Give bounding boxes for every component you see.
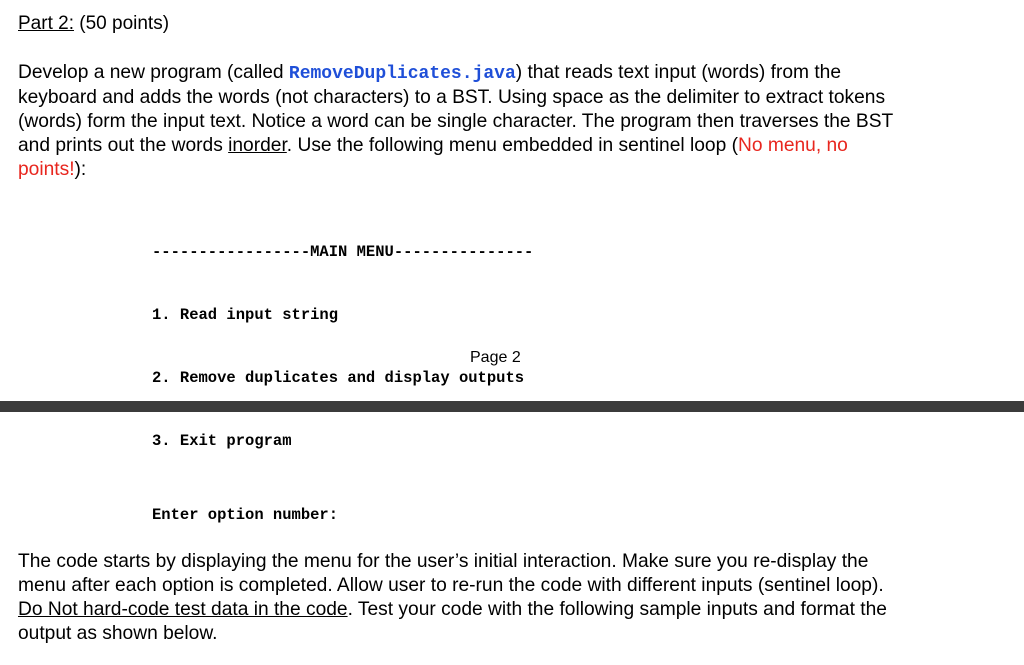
intro-text: . Use the following menu embedded in sentinel loop ( bbox=[286, 135, 738, 156]
menu-item: 1. Read input string bbox=[152, 306, 339, 324]
menu-title: -----------------MAIN MENU--------------- bbox=[152, 243, 534, 261]
intro-line-5 bbox=[18, 158, 893, 182]
intro-text: ): bbox=[74, 159, 87, 180]
inorder-term: inorder bbox=[228, 135, 287, 156]
intro-line-1 bbox=[18, 61, 893, 86]
intro-paragraph bbox=[18, 61, 893, 182]
intro-text: and prints out the words bbox=[18, 135, 229, 156]
warning-text: No menu, no bbox=[737, 135, 848, 156]
points-label: (50 points) bbox=[73, 13, 170, 34]
option-prompt: Enter option number: bbox=[152, 506, 339, 524]
menu-item: 2. Remove duplicates and display outputs bbox=[152, 369, 525, 387]
menu-listing bbox=[152, 200, 533, 473]
menu-item: 3. Exit program bbox=[152, 432, 292, 450]
warning-text: points! bbox=[18, 159, 75, 180]
intro-line-3: (words) form the input text. Notice a word can be single character. The program then traverses the BST bbox=[18, 111, 894, 132]
closing-text: . Test your code with the following sample inputs and format the bbox=[347, 599, 887, 620]
section-heading bbox=[18, 13, 169, 35]
hardcode-warning: Do Not hard-code test data in the code bbox=[18, 599, 348, 620]
closing-line-2: menu after each option is completed. Allow user to re-run the code with different inputs (sentinel loop). bbox=[18, 575, 884, 596]
program-filename: RemoveDuplicates.java bbox=[288, 64, 516, 84]
intro-text: Develop a new program (called bbox=[18, 62, 289, 83]
intro-text: ) that reads text input (words) from the bbox=[515, 62, 842, 83]
page-divider bbox=[0, 401, 1024, 412]
closing-line-3 bbox=[18, 598, 887, 622]
part-label: Part 2: bbox=[18, 13, 74, 34]
page-number: Page 2 bbox=[470, 349, 521, 366]
intro-line-4 bbox=[18, 134, 893, 158]
closing-line-4: output as shown below. bbox=[18, 623, 218, 644]
intro-line-2: keyboard and adds the words (not characters) to a BST. Using space as the delimiter to extract tokens bbox=[18, 87, 886, 108]
closing-line-1: The code starts by displaying the menu for the user’s initial interaction. Make sure you re-display the bbox=[18, 551, 869, 572]
closing-paragraph bbox=[18, 550, 887, 646]
